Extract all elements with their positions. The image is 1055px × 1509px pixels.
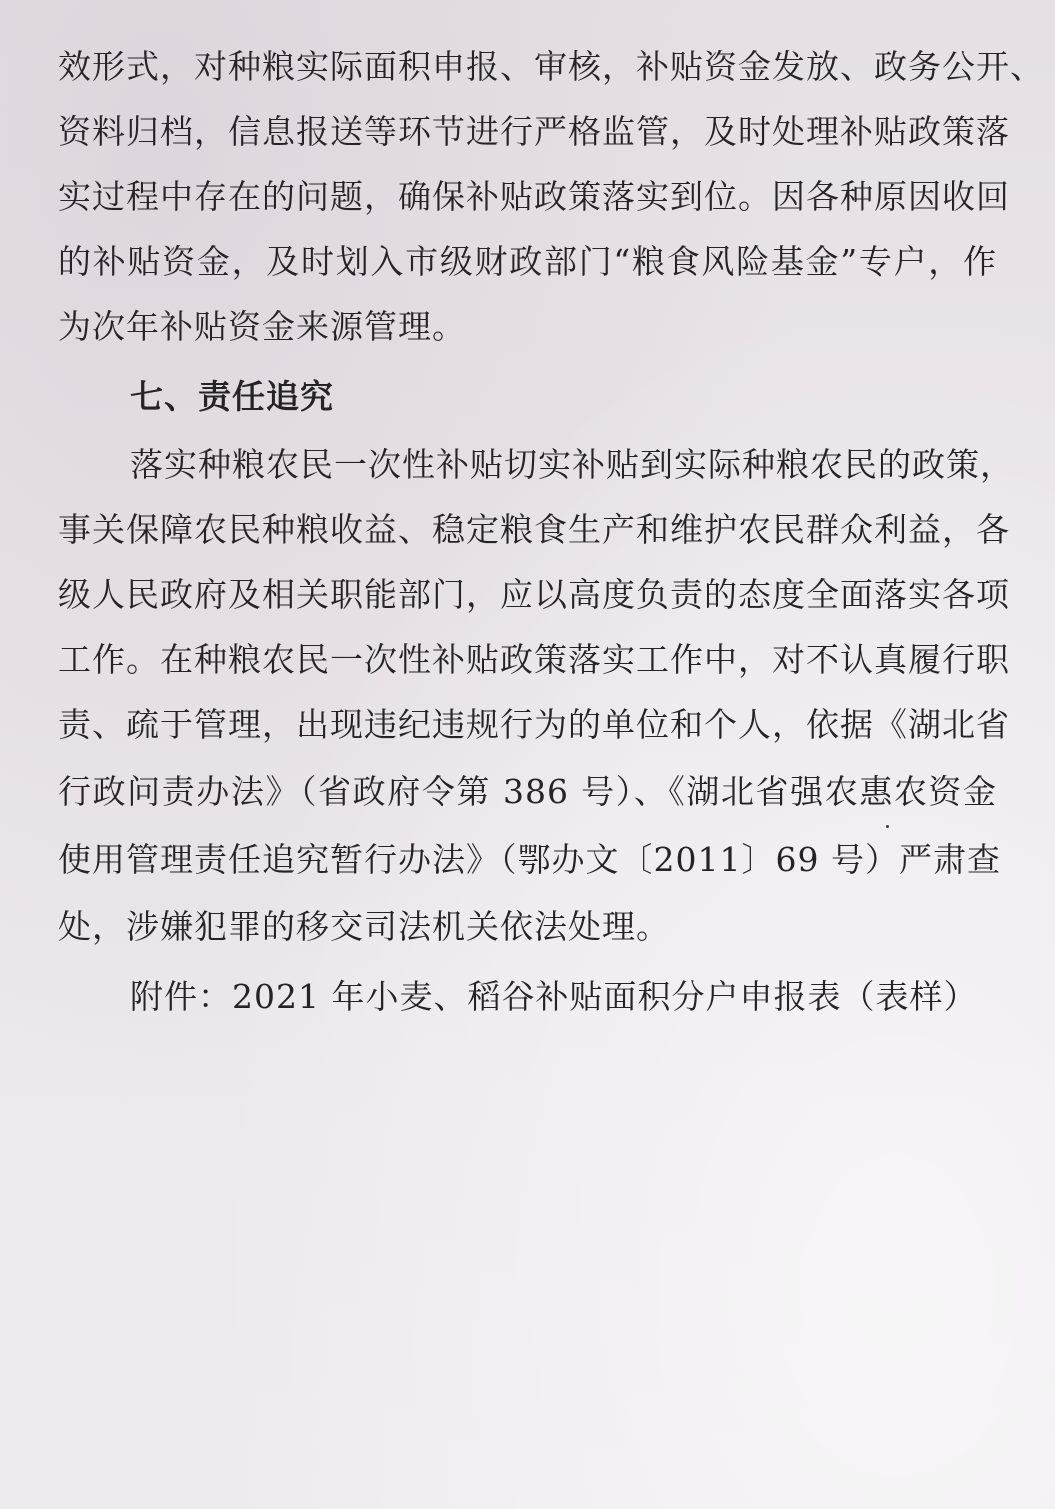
text-line: 为次年补贴资金来源管理。 — [58, 307, 466, 346]
text-line: 工作。在种粮农民一次性补贴政策落实工作中，对不认真履行职 — [58, 640, 1010, 679]
attachment-line: 附件：2021 年小麦、稻谷补贴面积分户申报表（表样） — [130, 977, 978, 1016]
text-line: 事关保障农民种粮收益、稳定粮食生产和维护农民群众利益，各 — [58, 510, 1010, 549]
paper-speck — [886, 825, 889, 828]
text-line: 处，涉嫌犯罪的移交司法机关依法处理。 — [58, 907, 670, 946]
text-line: 资料归档，信息报送等环节进行严格监管，及时处理补贴政策落 — [58, 112, 1010, 151]
text-line: 的补贴资金，及时划入市级财政部门“粮食风险基金”专户，作 — [58, 242, 997, 281]
text-line: 效形式，对种粮实际面积申报、审核，补贴资金发放、政务公开、 — [58, 47, 1044, 86]
text-line: 使用管理责任追究暂行办法》（鄂办文〔2011〕69 号）严肃查 — [58, 840, 1001, 879]
text-line: 落实种粮农民一次性补贴切实补贴到实际种粮农民的政策， — [130, 445, 1014, 484]
text-line: 责、疏于管理，出现违纪违规行为的单位和个人，依据《湖北省 — [58, 705, 1010, 744]
text-line: 级人民政府及相关职能部门，应以高度负责的态度全面落实各项 — [58, 575, 1010, 614]
section-heading: 七、责任追究 — [130, 377, 334, 416]
text-line: 行政问责办法》（省政府令第 386 号）、《湖北省强农惠农资金 — [58, 772, 997, 811]
text-line: 实过程中存在的问题，确保补贴政策落实到位。因各种原因收回 — [58, 177, 1010, 216]
